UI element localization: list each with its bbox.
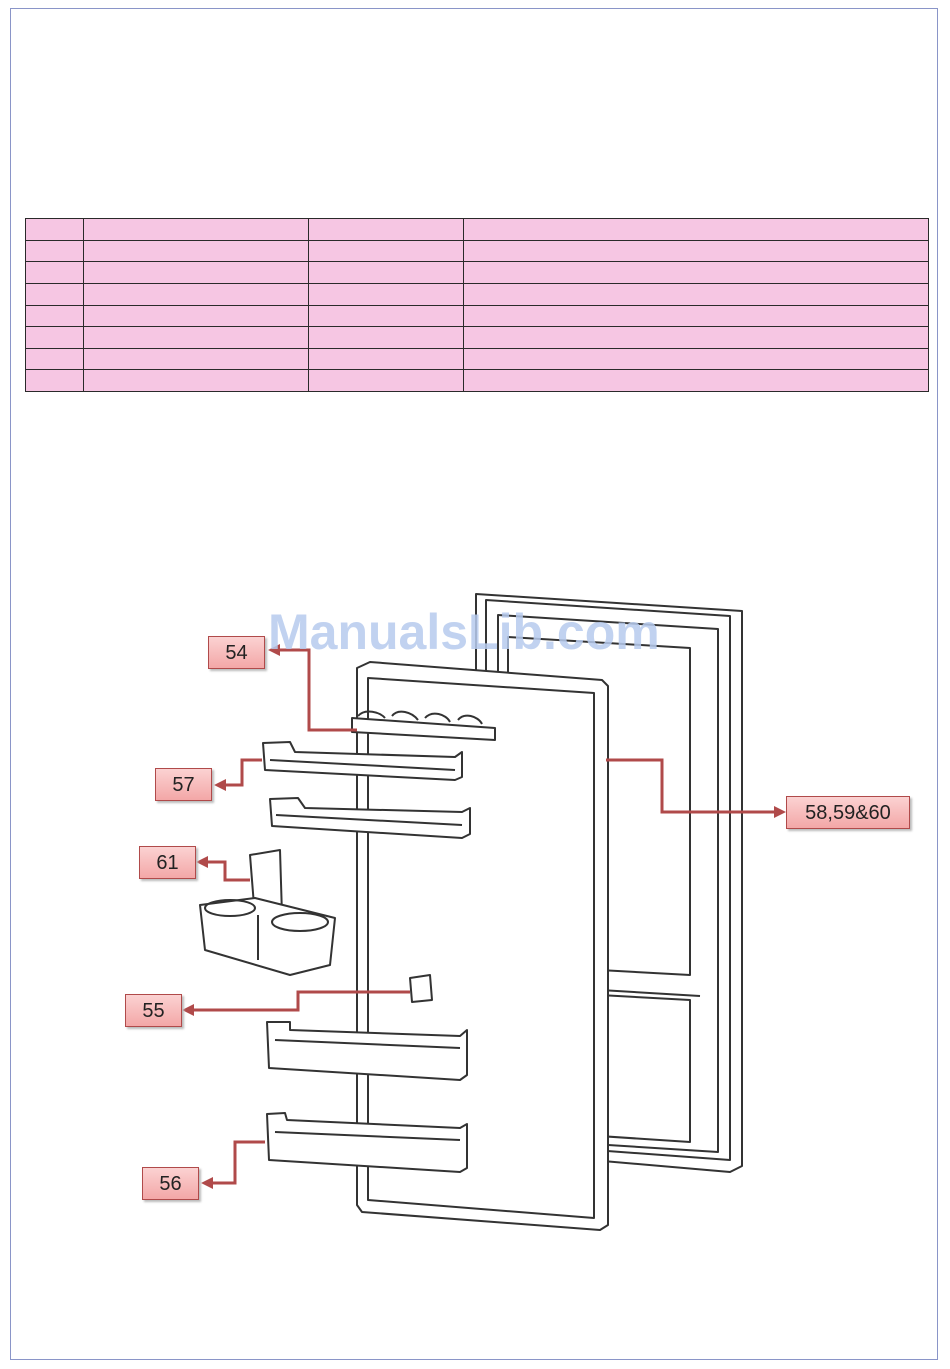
callout-55: 55	[125, 994, 182, 1027]
callout-57: 57	[155, 768, 212, 801]
watermark: ManualsLib.com	[268, 604, 660, 660]
callout-54: 54	[208, 636, 265, 669]
clip-55	[410, 975, 432, 1002]
leader-54	[272, 650, 357, 730]
leader-56	[205, 1142, 265, 1183]
callout-56: 56	[142, 1167, 199, 1200]
can-holder-61	[200, 850, 335, 975]
callout-58-59-60: 58,59&60	[786, 796, 910, 829]
callout-61: 61	[139, 846, 196, 879]
